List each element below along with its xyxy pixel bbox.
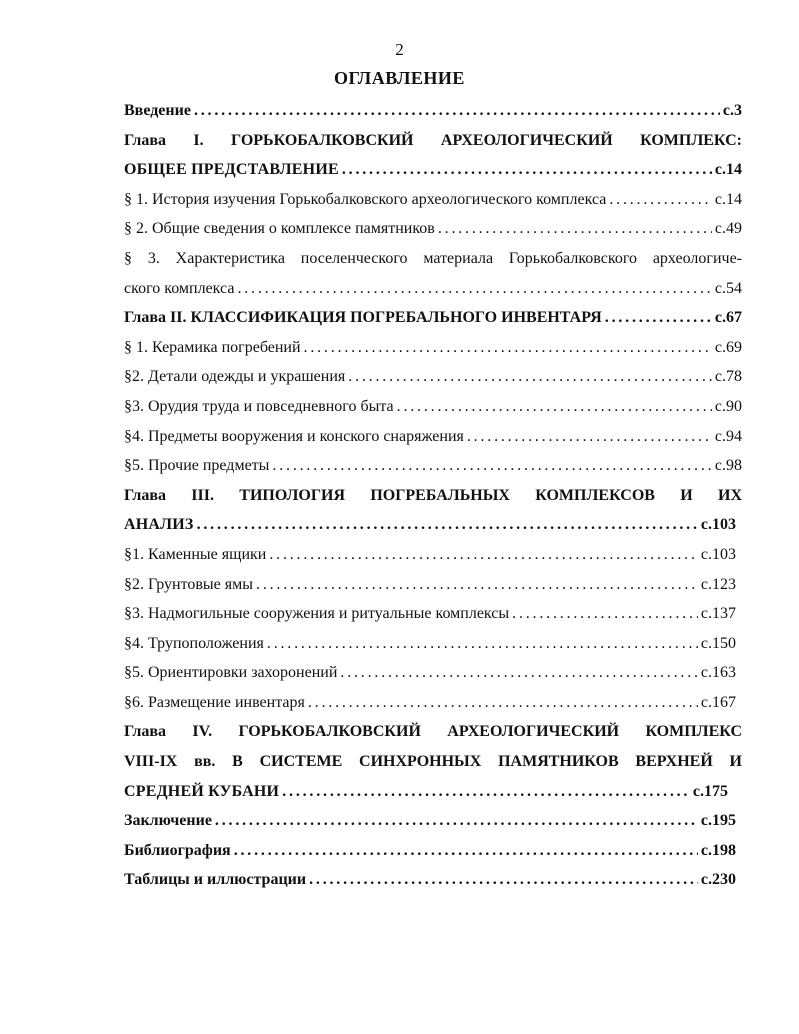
leader-dots	[304, 333, 712, 363]
toc-entry-page: с.230	[700, 871, 736, 889]
toc-entry-page: с.54	[714, 279, 742, 297]
leader-dots	[215, 806, 698, 836]
toc-entry-ch3-sec6[interactable]	[124, 688, 742, 718]
toc-entry-tables[interactable]	[124, 865, 742, 895]
toc-entry-label: § 2. Общие сведения о комплексе памятников	[124, 220, 435, 238]
toc-chapter-3-title[interactable]: Глава III. ТИПОЛОГИЯ ПОГРЕБАЛЬНЫХ КОМПЛЕКСОВ И ИХ	[124, 486, 742, 504]
toc-entry-label: § 1. Керамика погребений	[124, 338, 301, 356]
toc-entry-ch1-sec3-title[interactable]: § 3. Характеристика поселенческого материала Горькобалковского археологиче-	[124, 249, 742, 267]
toc-entry-page: с.94	[714, 427, 742, 445]
toc-entry-ch3-sec2[interactable]	[124, 570, 742, 600]
toc-entry-page: с.90	[714, 397, 742, 415]
toc-entry-label: §1. Каменные ящики	[124, 545, 267, 563]
toc-chapter-4-title-line1[interactable]: Глава IV. ГОРЬКОБАЛКОВСКИЙ АРХЕОЛОГИЧЕСКИЙ КОМПЛЕКС	[124, 723, 742, 741]
leader-dots	[272, 451, 711, 481]
toc-entry-label: ского комплекса	[124, 279, 235, 297]
toc-entry-ch2-sec1[interactable]	[124, 333, 742, 363]
toc-entry-ch1-sec1[interactable]	[124, 185, 742, 215]
toc-entry-page: с.198	[700, 841, 736, 859]
toc-entry-label: § 1. История изучения Горькобалковского археологического комплекса	[124, 190, 607, 208]
toc-entry-ch3-sec1[interactable]	[124, 540, 742, 570]
toc-entry-page: с.175	[692, 782, 728, 800]
toc-entry-ch2-sec4[interactable]	[124, 422, 742, 452]
toc-entry-ch1-sec2[interactable]	[124, 214, 742, 244]
toc-entry-chapter-1[interactable]	[124, 155, 742, 185]
toc-entry-label: §3. Надмогильные сооружения и ритуальные комплексы	[124, 605, 510, 623]
toc-entry-ch2-sec5[interactable]	[124, 451, 742, 481]
toc-entry-introduction[interactable]	[124, 96, 742, 126]
toc-entry-label: АНАЛИЗ	[124, 516, 194, 534]
toc-entry-page: с.150	[700, 634, 736, 652]
toc-entry-page: с.123	[700, 575, 736, 593]
leader-dots	[609, 185, 712, 215]
toc-entry-chapter-2[interactable]	[124, 303, 742, 333]
leader-dots	[234, 836, 698, 866]
toc-title: ОГЛАВЛЕНИЕ	[334, 68, 465, 88]
table-of-contents	[124, 96, 742, 895]
toc-entry-page: с.137	[700, 605, 736, 623]
leader-dots	[256, 570, 698, 600]
toc-entry-label: §4. Трупоположения	[124, 634, 264, 652]
toc-entry-page: с.103	[700, 516, 736, 534]
toc-chapter-4-title-line2[interactable]: VIII-IX вв. В СИСТЕМЕ СИНХРОННЫХ ПАМЯТНИКОВ ВЕРХНЕЙ И	[124, 753, 742, 771]
toc-entry-page: с.167	[700, 693, 736, 711]
leader-dots	[438, 214, 712, 244]
leader-dots	[309, 865, 698, 895]
toc-entry-ch3-sec4[interactable]	[124, 629, 742, 659]
toc-entry-label: §4. Предметы вооружения и конского снаряжения	[124, 427, 464, 445]
toc-entry-page: с.195	[700, 812, 736, 830]
toc-entry-label: Введение	[124, 102, 191, 119]
leader-dots	[269, 540, 698, 570]
toc-entry-label: ОБЩЕЕ ПРЕДСТАВЛЕНИЕ	[124, 161, 339, 179]
toc-chapter-1-title[interactable]: Глава I. ГОРЬКОБАЛКОВСКИЙ АРХЕОЛОГИЧЕСКИЙ КОМПЛЕКС:	[124, 131, 742, 149]
toc-entry-ch3-sec3[interactable]	[124, 599, 742, 629]
toc-entry-bibliography[interactable]	[124, 836, 742, 866]
leader-dots	[237, 274, 711, 304]
leader-dots	[348, 362, 712, 392]
toc-entry-label: Глава II. КЛАССИФИКАЦИЯ ПОГРЕБАЛЬНОГО ИНВЕНТАРЯ	[124, 309, 602, 327]
toc-entry-chapter-4[interactable]	[124, 777, 742, 807]
toc-entry-page: с.103	[700, 545, 736, 563]
toc-entry-page: с.67	[714, 309, 742, 327]
toc-entry-label: Библиография	[124, 841, 231, 859]
leader-dots	[340, 658, 698, 688]
toc-entry-page: с.98	[714, 457, 742, 475]
leader-dots	[197, 510, 698, 540]
toc-entry-page: с.78	[714, 368, 742, 386]
toc-entry-conclusion[interactable]	[124, 806, 742, 836]
page-number: 2	[395, 40, 404, 59]
leader-dots	[308, 688, 698, 718]
toc-entry-ch3-sec5[interactable]	[124, 658, 742, 688]
leader-dots	[605, 303, 712, 333]
toc-entry-label: §2. Детали одежды и украшения	[124, 368, 346, 386]
toc-entry-label: §6. Размещение инвентаря	[124, 693, 305, 711]
leader-dots	[282, 777, 690, 807]
toc-entry-label: Таблицы и иллюстрации	[124, 871, 307, 889]
leader-dots	[194, 96, 720, 126]
toc-entry-page: с.14	[714, 161, 742, 179]
leader-dots	[397, 392, 712, 422]
toc-entry-label: §5. Прочие предметы	[124, 457, 270, 475]
toc-entry-label: СРЕДНЕЙ КУБАНИ	[124, 782, 280, 800]
toc-entry-page: с.69	[714, 338, 742, 356]
toc-entry-label: Заключение	[124, 812, 212, 830]
toc-entry-page: с.14	[714, 190, 742, 208]
toc-entry-label: §3. Орудия труда и повседневного быта	[124, 397, 394, 415]
leader-dots	[467, 422, 712, 452]
toc-entry-page: с.163	[700, 664, 736, 682]
toc-entry-page: с.49	[714, 220, 742, 238]
toc-entry-ch2-sec2[interactable]	[124, 362, 742, 392]
leader-dots	[267, 629, 698, 659]
toc-entry-label: §5. Ориентировки захоронений	[124, 664, 338, 682]
toc-entry-label: §2. Грунтовые ямы	[124, 575, 254, 593]
leader-dots	[342, 155, 712, 185]
toc-entry-ch1-sec3[interactable]	[124, 274, 742, 304]
toc-entry-chapter-3[interactable]	[124, 510, 742, 540]
toc-entry-ch2-sec3[interactable]	[124, 392, 742, 422]
toc-entry-page: с.3	[722, 102, 742, 119]
leader-dots	[512, 599, 698, 629]
